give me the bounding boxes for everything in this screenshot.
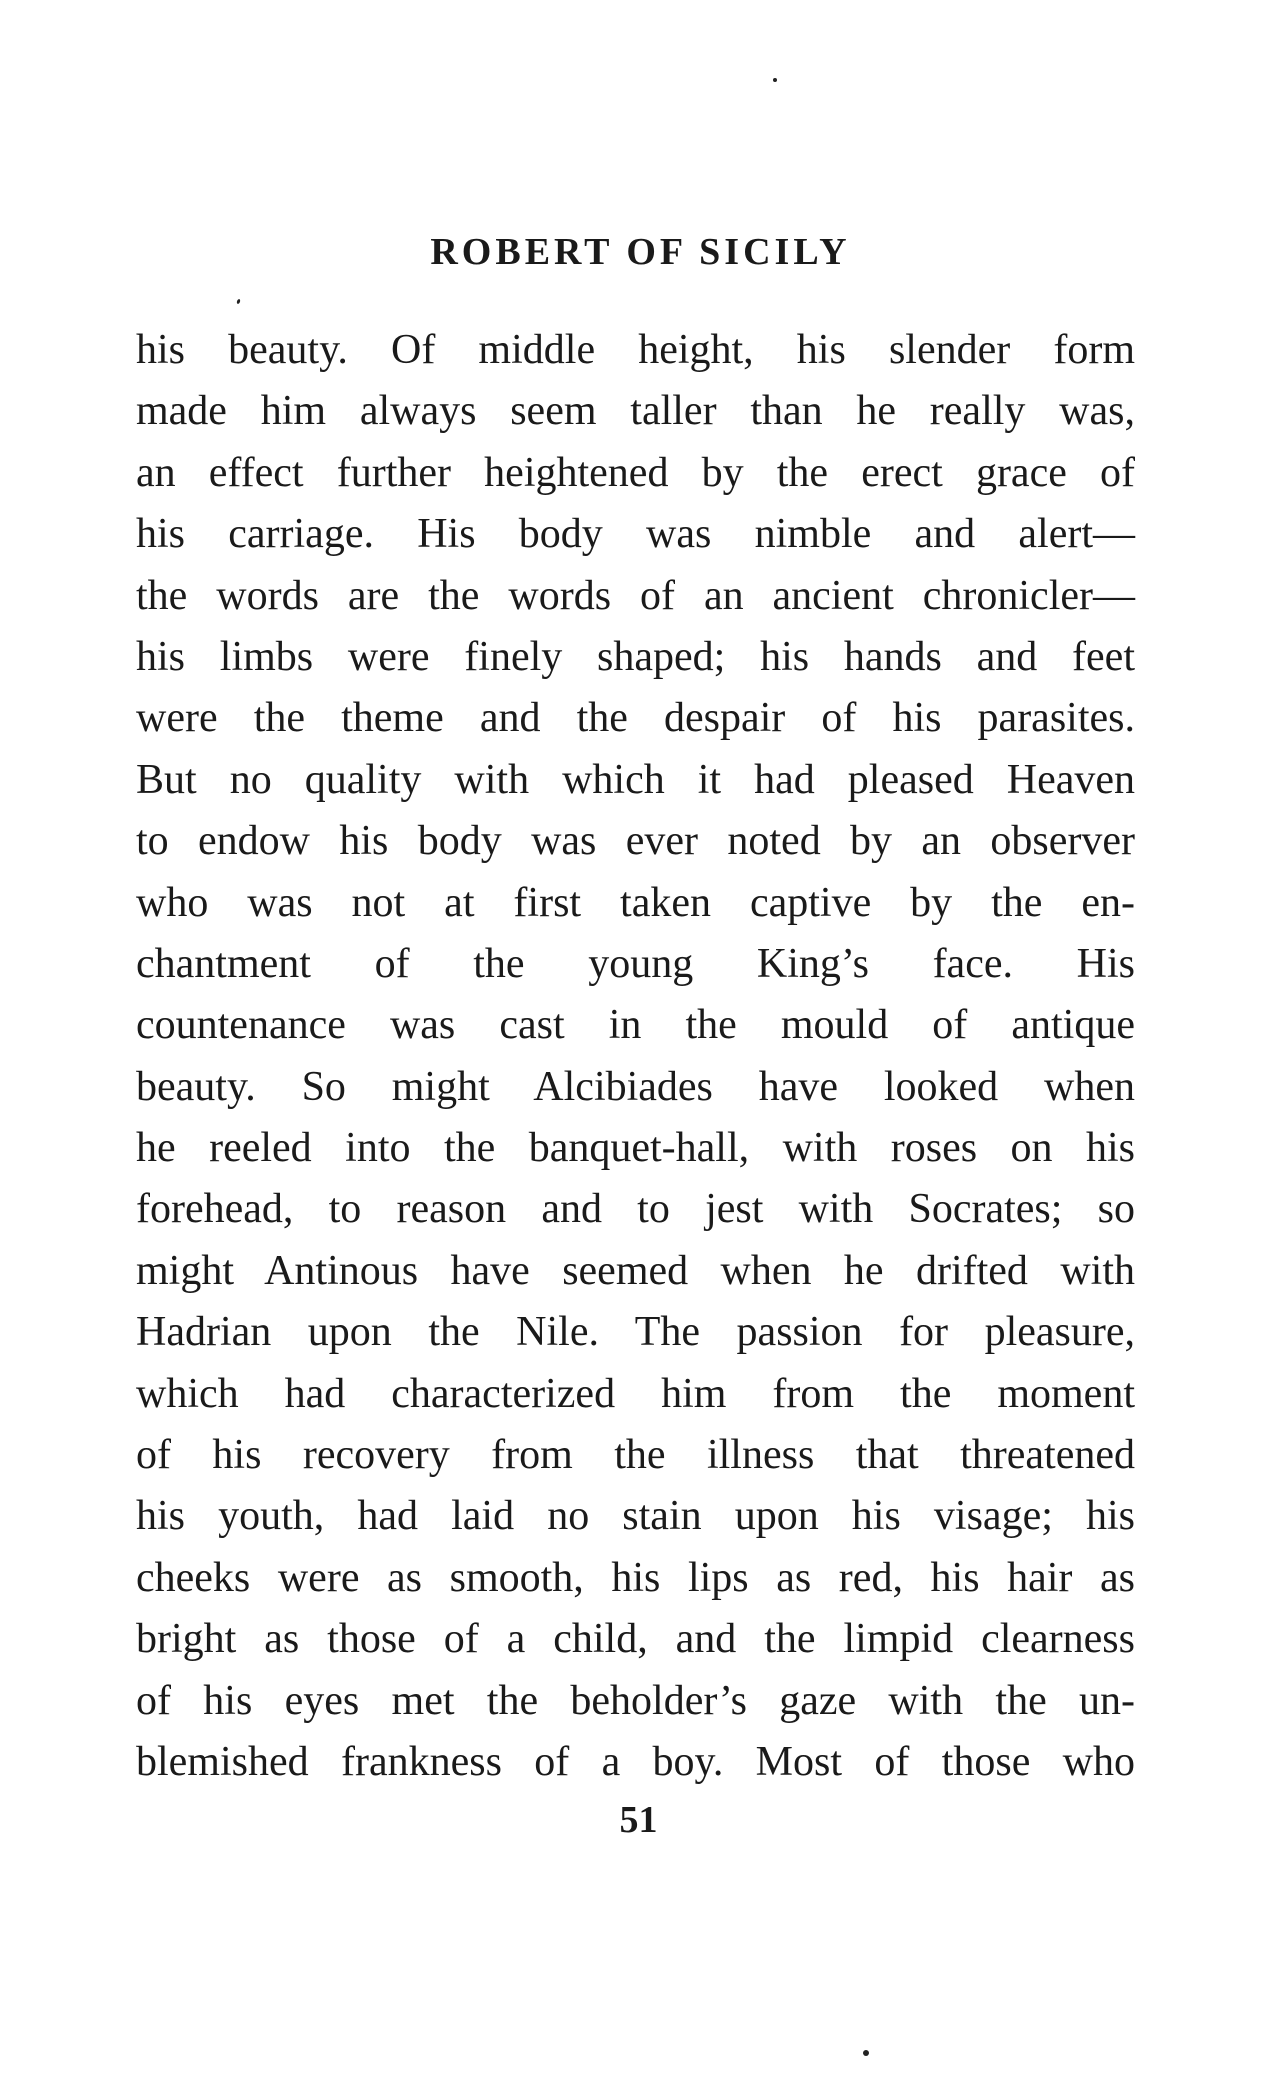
text-line: he reeled into the banquet-hall, with roses on his — [136, 1125, 1135, 1172]
body-text — [136, 320, 1135, 1793]
text-line: an effect further heightened by the erect grace of — [136, 449, 1135, 496]
text-line: forehead, to reason and to jest with Socrates; so — [136, 1186, 1135, 1233]
text-line: to endow his body was ever noted by an observer — [136, 818, 1135, 865]
text-line: who was not at first taken captive by the en- — [136, 879, 1135, 926]
text-line: his youth, had laid no stain upon his visage; his — [136, 1493, 1135, 1540]
text-line: chantment of the young King’s face. His — [136, 940, 1135, 987]
text-line: which had characterized him from the moment — [136, 1370, 1135, 1417]
text-line: made him always seem taller than he really was, — [136, 388, 1135, 435]
page-number: 51 — [619, 1799, 658, 1841]
text-line: of his eyes met the beholder’s gaze with the un- — [136, 1677, 1135, 1724]
text-line: Hadrian upon the Nile. The passion for pleasure, — [136, 1309, 1135, 1356]
text-line: beauty. So might Alcibiades have looked when — [136, 1063, 1135, 1110]
text-line: his limbs were finely shaped; his hands and feet — [136, 633, 1135, 680]
ink-speck — [773, 78, 777, 82]
text-line: were the theme and the despair of his parasites. — [136, 695, 1135, 742]
running-head: ROBERT OF SICILY — [430, 231, 851, 273]
text-line: the words are the words of an ancient chronicler— — [136, 572, 1135, 619]
text-line: of his recovery from the illness that threatened — [136, 1432, 1135, 1479]
text-line: But no quality with which it had pleased Heaven — [136, 756, 1135, 803]
ink-speck — [236, 299, 241, 305]
text-line: blemished frankness of a boy. Most of those who — [136, 1738, 1135, 1785]
text-line: cheeks were as smooth, his lips as red, his hair as — [136, 1554, 1135, 1601]
text-line: his beauty. Of middle height, his slender form — [136, 327, 1135, 373]
text-line: his carriage. His body was nimble and alert— — [136, 511, 1135, 558]
text-line: might Antinous have seemed when he drifted with — [136, 1247, 1135, 1294]
text-line: countenance was cast in the mould of antique — [136, 1002, 1135, 1049]
text-line: bright as those of a child, and the limpid clearness — [136, 1616, 1135, 1663]
ink-speck — [863, 2050, 869, 2056]
